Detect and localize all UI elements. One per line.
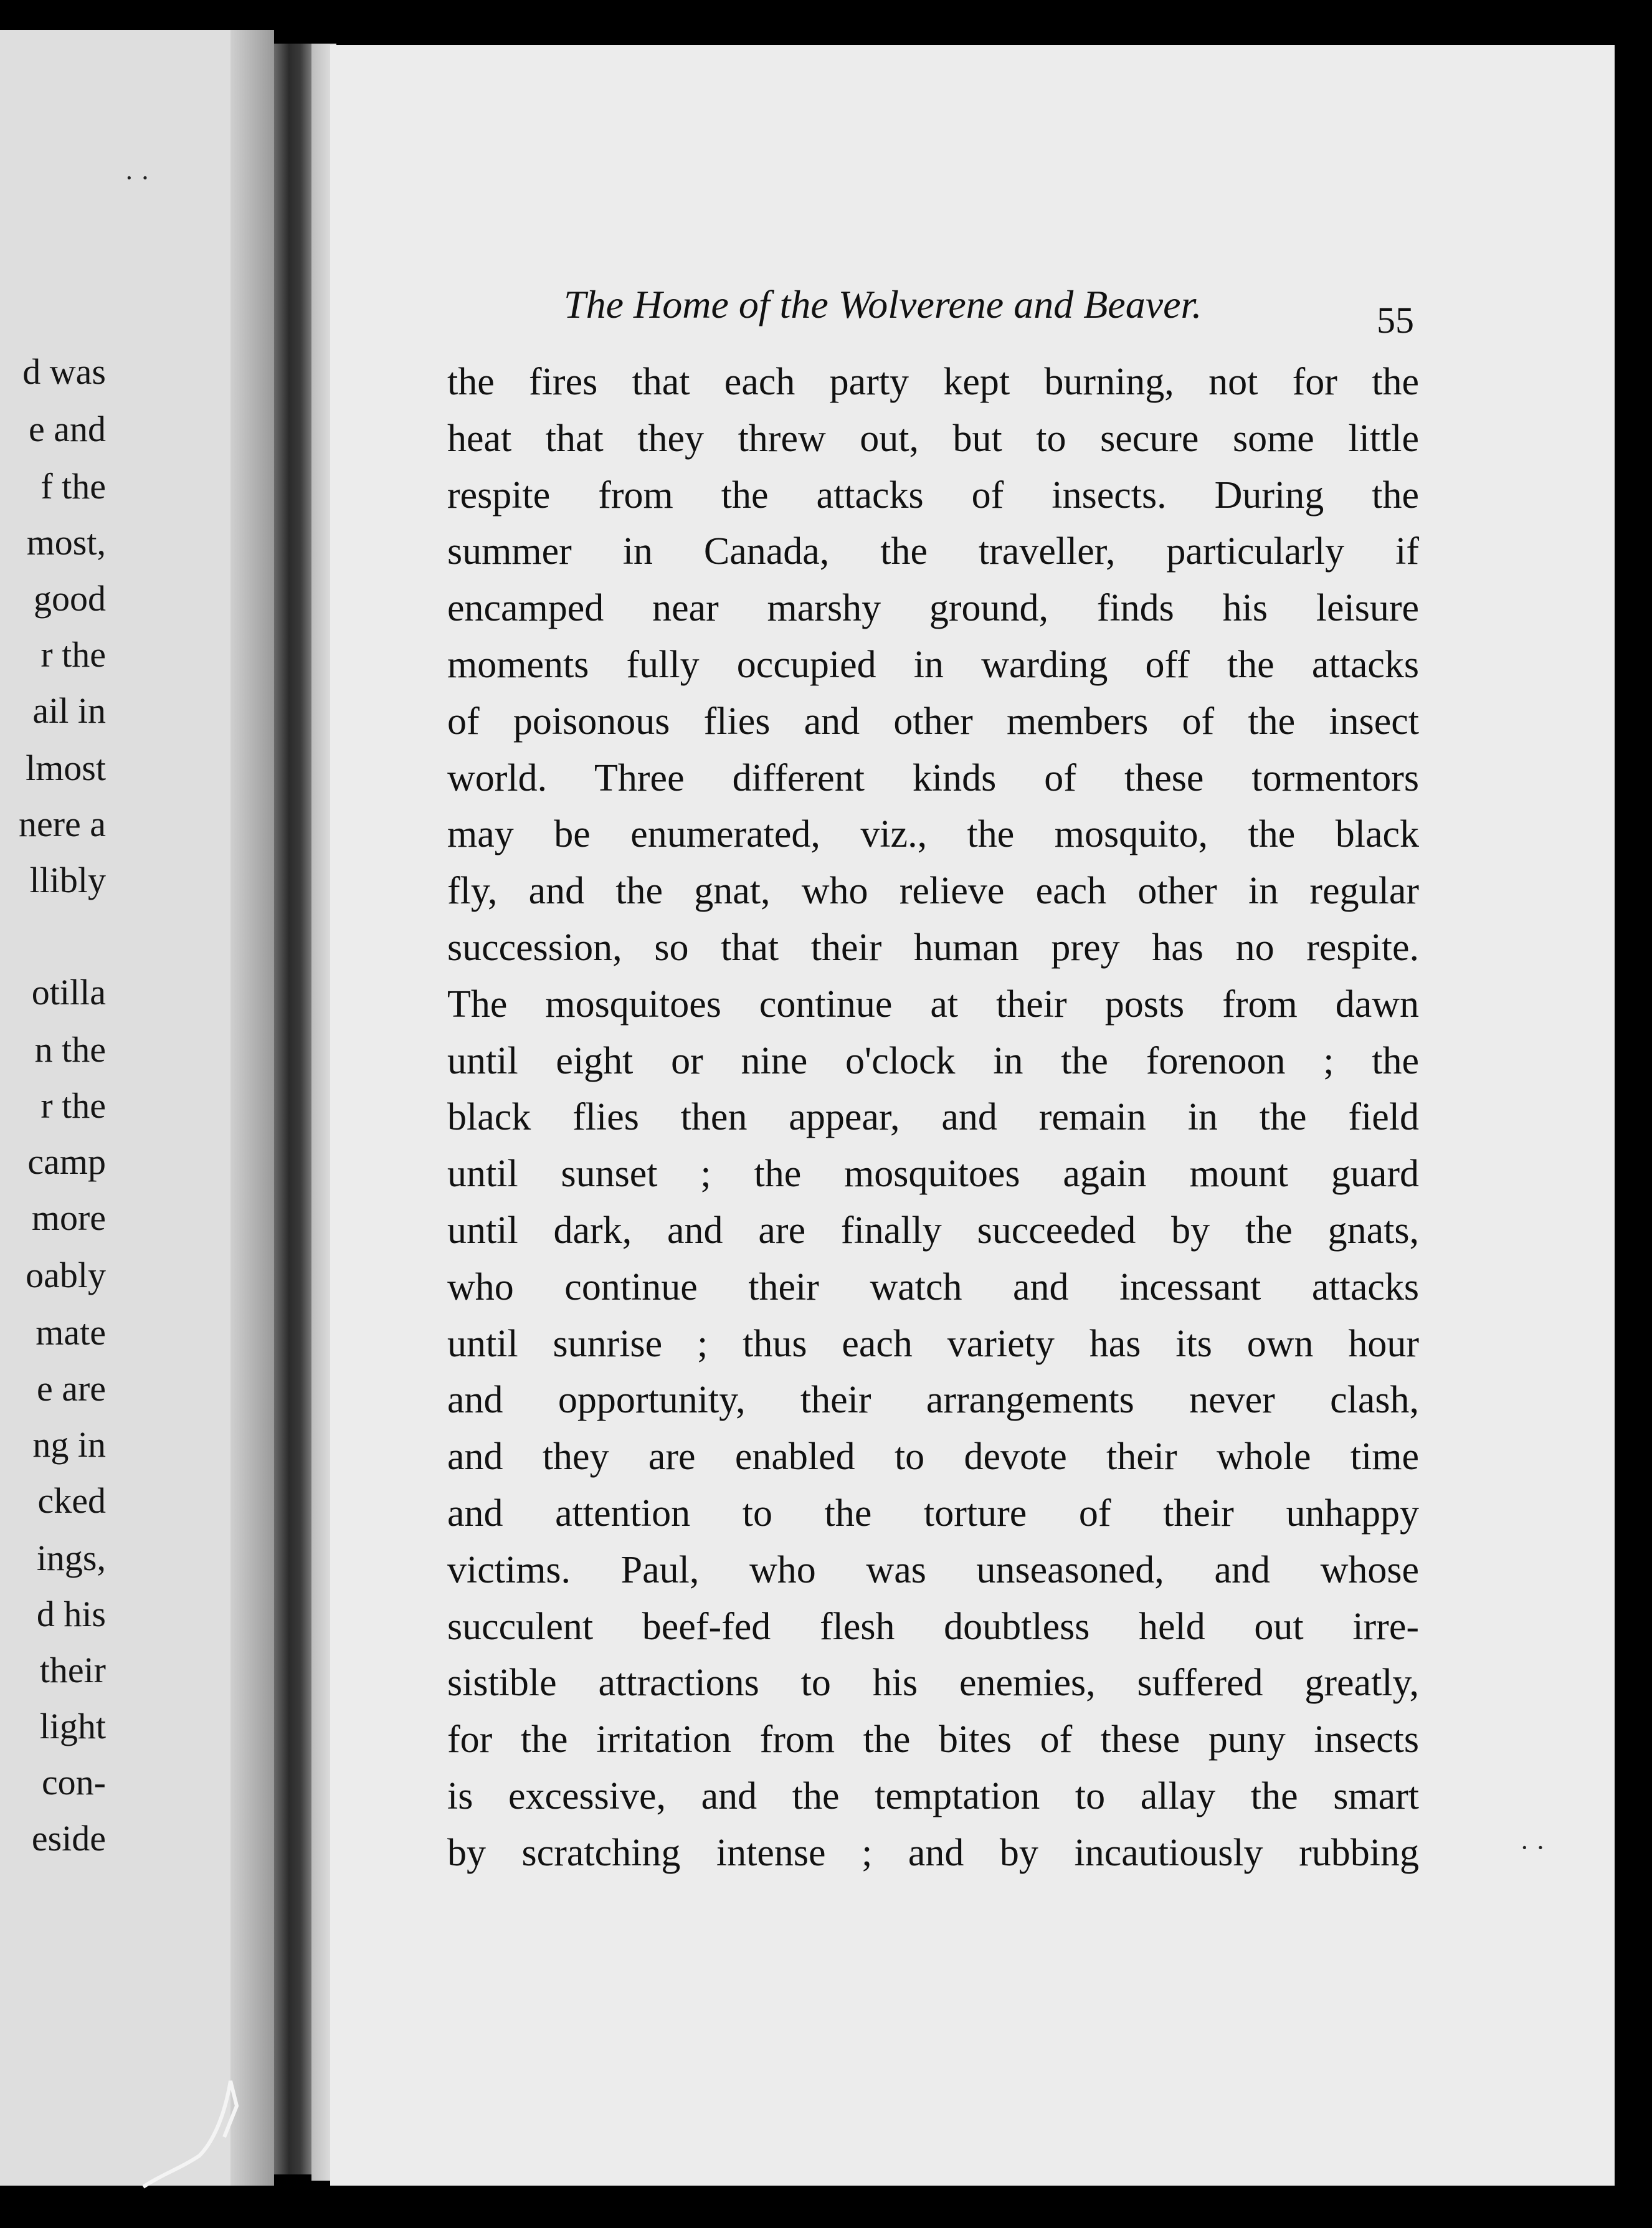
left-page-line: r the (40, 1085, 106, 1126)
running-head: The Home of the Wolverene and Beaver. (564, 282, 1202, 326)
body-text-line: may be enumerated, viz., the mosquito, the black (447, 813, 1419, 855)
body-text-line: succession, so that their human prey has no respite. (447, 926, 1419, 969)
body-text-line: and opportunity, their arrangements never clash, (447, 1379, 1419, 1421)
left-page-line: ail in (32, 690, 106, 731)
left-page-line: con- (41, 1762, 106, 1802)
body-text-line: is excessive, and the temptation to allay the smart (447, 1775, 1419, 1817)
body-text-line: and they are enabled to devote their whole time (447, 1435, 1419, 1478)
left-page-line: llibly (29, 860, 106, 900)
left-page-line: nere a (18, 804, 106, 844)
body-text-line: for the irritation from the bites of these puny insects (447, 1718, 1419, 1761)
left-page-line: ings, (36, 1538, 106, 1578)
left-page-line: e are (36, 1368, 106, 1409)
body-text-line: world. Three different kinds of these tormentors (447, 757, 1419, 799)
body-text-line: moments fully occupied in warding off the attacks (447, 644, 1419, 686)
body-text-line: fly, and the gnat, who relieve each other in regular (447, 870, 1419, 912)
stray-marks: · · (1520, 1832, 1545, 1863)
body-text-line: encamped near marshy ground, finds his leisure (447, 587, 1419, 629)
body-text-line: victims. Paul, who was unseasoned, and whose (447, 1549, 1419, 1591)
body-text-line: by scratching intense ; and by incautiously rubbing (447, 1832, 1419, 1874)
left-page-line: d his (36, 1594, 106, 1634)
left-page-line: camp (27, 1141, 106, 1182)
body-text-line: until eight or nine o'clock in the forenoon ; the (447, 1040, 1419, 1082)
left-page-line: their (39, 1650, 106, 1690)
scan-border-right (1615, 0, 1652, 2228)
body-text-line: summer in Canada, the traveller, particularly if (447, 530, 1419, 573)
body-text-line: respite from the attacks of insects. During the (447, 474, 1419, 517)
stray-marks: · · (125, 163, 150, 193)
left-page-line: most, (26, 522, 106, 563)
left-page-line: mate (36, 1312, 106, 1353)
body-text-line: until dark, and are finally succeeded by the gnats, (447, 1209, 1419, 1252)
body-text-line: The mosquitoes continue at their posts from dawn (447, 983, 1419, 1026)
left-page-line: more (31, 1197, 106, 1238)
left-page-line: r the (40, 634, 106, 675)
left-page-line: f the (40, 466, 106, 507)
body-text-line: succulent beef-fed flesh doubtless held out irre- (447, 1606, 1419, 1648)
left-page-line: d was (22, 351, 106, 392)
body-text-line: and attention to the torture of their unhappy (447, 1492, 1419, 1535)
left-page-line: oably (26, 1255, 106, 1295)
body-text-line: until sunrise ; thus each variety has its own hour (447, 1323, 1419, 1365)
pencil-mark-icon (137, 2069, 249, 2193)
body-text-line: sistible attractions to his enemies, suffered greatly, (447, 1662, 1419, 1704)
left-page-line: good (34, 578, 106, 619)
left-page-line: e and (29, 409, 106, 449)
left-page-line: ng in (32, 1424, 106, 1465)
book-gutter (274, 44, 311, 2174)
left-page-line: lmost (26, 748, 106, 788)
body-text-line: of poisonous flies and other members of the insect (447, 700, 1419, 743)
left-page-line: cked (37, 1480, 106, 1521)
left-page-line: otilla (31, 972, 106, 1012)
body-text-line: heat that they threw out, but to secure some little (447, 417, 1419, 460)
body-text-line: who continue their watch and incessant attacks (447, 1266, 1419, 1308)
page-number: 55 (1377, 300, 1414, 341)
body-text-line: black flies then appear, and remain in the field (447, 1096, 1419, 1138)
left-page-edge-shadow (230, 30, 274, 2186)
left-page-line: eside (31, 1818, 106, 1859)
body-text-line: until sunset ; the mosquitoes again mount guard (447, 1153, 1419, 1195)
left-page-line: light (39, 1706, 106, 1746)
body-text-line: the fires that each party kept burning, not for the (447, 361, 1419, 403)
left-page-line: n the (34, 1029, 106, 1070)
